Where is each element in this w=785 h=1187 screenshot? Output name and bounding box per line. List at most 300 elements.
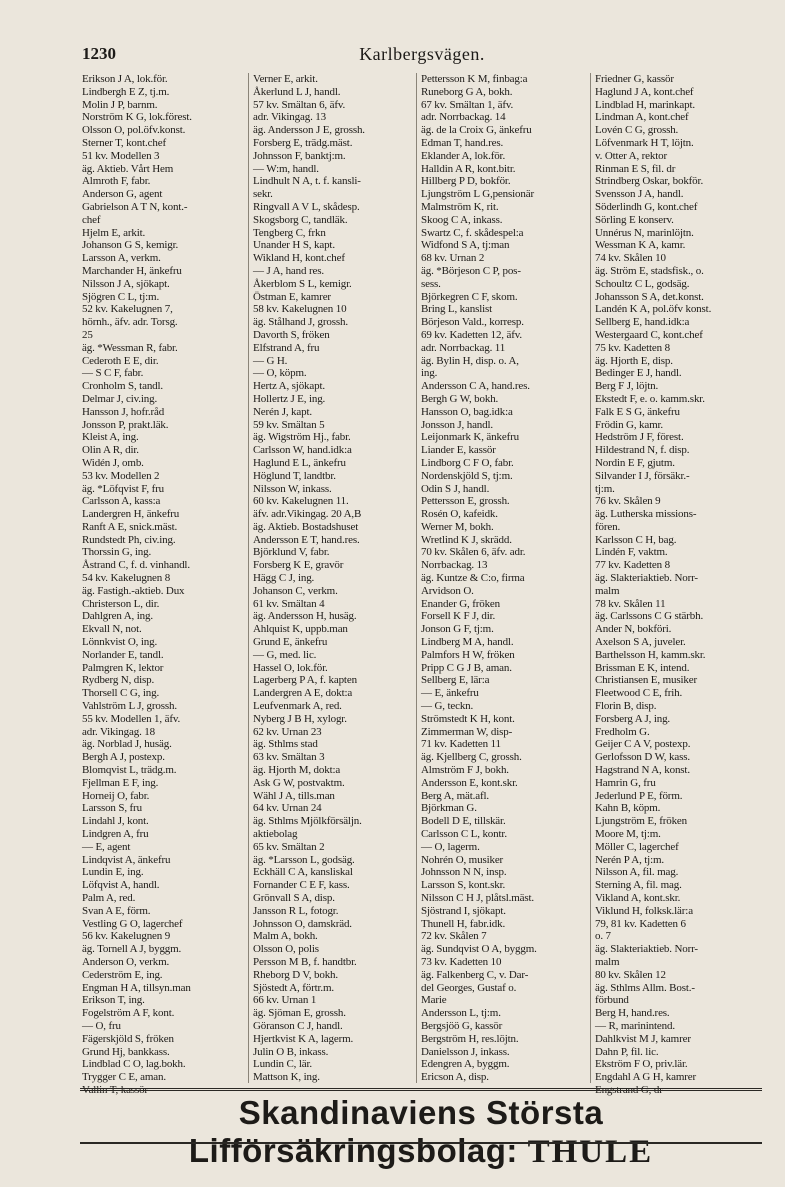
directory-entry: 53 kv. Modellen 2	[82, 469, 160, 482]
directory-entry: Hansson O, bag.idk:a	[421, 405, 513, 418]
directory-entry: Bergsjöö G, kassör	[421, 1019, 503, 1032]
directory-entry: äg. Wigström Hj., fabr.	[253, 431, 351, 444]
directory-entry: Olin A R, dir.	[82, 444, 139, 457]
directory-entry: Wikland H, kont.chef	[253, 252, 345, 265]
directory-entry: Nilsson A, fil. mag.	[595, 866, 679, 879]
directory-entry: Berg H, hand.res.	[595, 1007, 670, 1020]
footer-advert-brand: THULE	[527, 1134, 654, 1170]
directory-entry: Runeborg G A, bokh.	[421, 85, 513, 98]
directory-entry: Carlsson W, hand.idk:a	[253, 444, 352, 457]
directory-entry: Kleist A, ing.	[82, 431, 139, 444]
directory-entry: Löfvenmark H T, löjtn.	[595, 136, 694, 149]
directory-entry: Hassel O, lok.för.	[253, 661, 328, 674]
directory-columns	[80, 73, 762, 1096]
directory-entry: Lindberg M A, handl.	[421, 636, 514, 649]
directory-entry: Pripp C G J B, aman.	[421, 661, 512, 674]
footer-advert-text: Skandinaviens Största Lifförsäkringsbolag:	[188, 1094, 604, 1169]
directory-entry: Larsson A, verkm.	[82, 252, 161, 265]
directory-entry: Jonsson P, prakt.läk.	[82, 418, 169, 431]
directory-entry: Lindborg C F O, fabr.	[421, 456, 514, 469]
directory-entry: Ljungström L G,pensionär	[421, 188, 535, 201]
directory-entry: Anderson O, verkm.	[82, 955, 170, 968]
directory-entry: Olsson O, polis	[253, 943, 319, 956]
footer-advert	[80, 1094, 762, 1171]
directory-entry: Johanson G S, kemigr.	[82, 239, 179, 252]
directory-entry: Vahlström L J, grossh.	[82, 700, 177, 713]
directory-entry: Börjeson Vald., korresp.	[421, 316, 524, 329]
directory-entry: — G, teckn.	[421, 700, 474, 713]
directory-entry: Jederlund P E, förm.	[595, 789, 683, 802]
directory-entry: Ander N, bokföri.	[595, 623, 672, 636]
directory-entry: äg. Sthlms Allm. Bost.-	[595, 981, 695, 994]
directory-entry: 59 kv. Smältan 5	[253, 418, 325, 431]
directory-entry: Molin J P, barnm.	[82, 98, 158, 111]
directory-entry: Nerén J, kapt.	[253, 405, 312, 418]
directory-entry: hörnh., äfv. adr. Torsg.	[82, 316, 178, 329]
directory-entry: Eklander A, lok.för.	[421, 149, 506, 162]
directory-entry: del Georges, Gustaf o.	[421, 981, 517, 994]
directory-entry: Lagerberg P A, f. kapten	[253, 674, 357, 687]
directory-entry: Björklund V, fabr.	[253, 546, 330, 559]
directory-entry: Wähl J A, tills.man	[253, 789, 335, 802]
directory-entry: — E, änkefru	[421, 687, 479, 700]
directory-entry: Gabrielson A T N, kont.-	[82, 200, 188, 213]
directory-column-3	[416, 73, 590, 1083]
directory-entry: Rheborg D V, bokh.	[253, 968, 339, 981]
directory-entry: äg. Andersson J E, grossh.	[253, 124, 365, 137]
directory-entry: äg. Kjellberg C, grossh.	[421, 751, 522, 764]
directory-entry: Ringvall A V L, skådesp.	[253, 200, 360, 213]
directory-entry: Leufvenmark A, red.	[253, 700, 342, 713]
directory-entry: fören.	[595, 520, 621, 533]
directory-entry: Lindblad H, marinkapt.	[595, 98, 695, 111]
directory-entry: Schoultz C L, godsäg.	[595, 277, 690, 290]
directory-entry: Haglund J A, kont.chef	[595, 85, 694, 98]
directory-entry: Nerén P A, tj:m.	[595, 853, 664, 866]
directory-entry: Leijonmark K, änkefru	[421, 431, 519, 444]
directory-entry: Dahlkvist M J, kamrer	[595, 1032, 691, 1045]
directory-entry: Brissman E K, intend.	[595, 661, 690, 674]
directory-entry: Åkerblom S L, kemigr.	[253, 277, 352, 290]
directory-entry: äg. Tornell A J, byggm.	[82, 943, 182, 956]
directory-entry: Söderlindh G, kont.chef	[595, 200, 698, 213]
directory-entry: äg. *Löfqvist F, fru	[82, 482, 164, 495]
directory-entry: Jonson G F, tj:m.	[421, 623, 494, 636]
directory-entry: Hjertkvist K A, lagerm.	[253, 1032, 354, 1045]
directory-entry: Lindahl J, kont.	[82, 815, 149, 828]
directory-entry: Sjögren C L, tj:m.	[82, 290, 160, 303]
directory-entry: 73 kv. Kadetten 10	[421, 955, 502, 968]
directory-entry: äg. Bylin H, disp. o. A,	[421, 354, 519, 367]
directory-entry: 60 kv. Kakelugnen 11.	[253, 495, 349, 508]
directory-entry: — E, agent	[82, 840, 131, 853]
directory-entry: Norström K G, lok.förest.	[82, 111, 192, 124]
directory-entry: Forsell K F J, dir.	[421, 610, 496, 623]
directory-entry: Carlsson A, kass:a	[82, 495, 161, 508]
directory-entry: Norrbackag. 13	[421, 559, 488, 572]
directory-column-1	[80, 73, 248, 1096]
directory-entry: Nilsson W, inkass.	[253, 482, 332, 495]
directory-entry: äg. Fastigh.-aktieb. Dux	[82, 584, 185, 597]
directory-entry: Olsson O, pol.öfv.konst.	[82, 124, 186, 137]
directory-entry: Hedström J F, förest.	[595, 431, 684, 444]
directory-entry: Sörling E konserv.	[595, 213, 674, 226]
directory-entry: Löfqvist A, handl.	[82, 879, 160, 892]
directory-entry: Liander E, kassör	[421, 444, 496, 457]
directory-entry: 78 kv. Skålen 11	[595, 597, 666, 610]
directory-entry: Rosén O, kafeidk.	[421, 508, 498, 521]
directory-entry: Hagstrand N A, konst.	[595, 764, 690, 777]
directory-entry: 79, 81 kv. Kadetten 6	[595, 917, 686, 930]
directory-entry: — O, köpm.	[253, 367, 307, 380]
directory-entry: Almström F J, bokh.	[421, 764, 509, 777]
directory-entry: Berg F J, löjtn.	[595, 380, 659, 393]
directory-entry: Grund E, änkefru	[253, 636, 328, 649]
directory-entry: äfv. adr.Vikingag. 20 A,B	[253, 508, 362, 521]
directory-entry: 71 kv. Kadetten 11	[421, 738, 501, 751]
directory-entry: Erikson J A, lok.för.	[82, 73, 168, 85]
directory-entry: Lindman A, kont.chef	[595, 111, 689, 124]
directory-entry: äg. Ström E, stadsfisk., o.	[595, 264, 704, 277]
directory-entry: Westergaard C, kont.chef	[595, 328, 703, 341]
footer-rule-top	[80, 1088, 762, 1091]
directory-entry: Sellberg E, hand.idk:a	[595, 316, 690, 329]
directory-entry: Lindgren A, fru	[82, 828, 149, 841]
directory-entry: Friedner G, kassör	[595, 73, 674, 85]
directory-entry: Frödin G, kamr.	[595, 418, 664, 431]
directory-entry: Rinman E S, fil. dr	[595, 162, 676, 175]
directory-entry: sess.	[421, 277, 441, 290]
directory-entry: Horneij O, fabr.	[82, 789, 150, 802]
directory-entry: Silvander I J, försäkr.-	[595, 469, 690, 482]
directory-entry: Svan A E, förm.	[82, 904, 151, 917]
footer-rule-bottom	[80, 1142, 762, 1144]
directory-entry: Nilsson C H J, plåtsl.mäst.	[421, 892, 534, 904]
directory-entry: Kahn B, köpm.	[595, 802, 661, 815]
directory-entry: 61 kv. Smältan 4	[253, 597, 325, 610]
directory-entry: Anderson G, agent	[82, 188, 163, 201]
directory-entry: Larsson S, fru	[82, 802, 142, 815]
directory-entry: Karlsson C H, bag.	[595, 533, 677, 546]
directory-entry: Verner E, arkit.	[253, 73, 318, 85]
directory-entry: sekr.	[253, 188, 273, 201]
directory-entry: Axelson S A, juveler.	[595, 636, 686, 649]
directory-entry: äg. Aktieb. Bostadshuset	[253, 520, 359, 533]
directory-entry: Palmgren K, lektor	[82, 661, 164, 674]
directory-entry: Bodell D E, tillskär.	[421, 815, 506, 828]
directory-entry: Sjöstrand I, sjökapt.	[421, 904, 506, 917]
directory-entry: 67 kv. Smältan 1, äfv.	[421, 98, 514, 111]
directory-entry: Johanson C, verkm.	[253, 584, 338, 597]
directory-entry: Hildestrand N, f. disp.	[595, 444, 690, 457]
directory-entry: äg. *Wessman R, fabr.	[82, 341, 178, 354]
directory-entry: 75 kv. Kadetten 8	[595, 341, 670, 354]
directory-entry: Möller C, lagerchef	[595, 840, 679, 853]
directory-entry: Haglund E L, änkefru	[253, 456, 346, 469]
directory-entry: Thorssin G, ing.	[82, 546, 152, 559]
directory-entry: Ericson A, disp.	[421, 1071, 489, 1084]
directory-entry: Lindblad C O, lag.bokh.	[82, 1058, 186, 1071]
directory-entry: Björkegren C F, skom.	[421, 290, 518, 303]
directory-entry: Odin S J, handl.	[421, 482, 490, 495]
directory-entry: Almroth F, fabr.	[82, 175, 151, 188]
directory-entry: Engstrand G, dr	[595, 1083, 663, 1096]
directory-entry: Hjelm E, arkit.	[82, 226, 146, 239]
directory-entry: äg. *Larsson L, godsäg.	[253, 853, 355, 866]
directory-entry: Pettersson K M, finbag:a	[421, 73, 528, 85]
directory-entry: Rundstedt Ph, civ.ing.	[82, 533, 176, 546]
directory-entry: Berg A, mät.afl.	[421, 789, 489, 802]
directory-entry: Zimmerman W, disp-	[421, 725, 513, 738]
directory-entry: 56 kv. Kakelugnen 9	[82, 930, 171, 943]
directory-entry: Andersson E, kont.skr.	[421, 776, 518, 789]
directory-entry: äg. Sthlms stad	[253, 738, 318, 751]
directory-entry: Bring L, kanslist	[421, 303, 493, 316]
directory-entry: Viklund H, folksk.lär:a	[595, 904, 693, 917]
directory-entry: äg. Lutherska missions-	[595, 508, 697, 521]
directory-entry: adr. Norrbackag. 14	[421, 111, 506, 124]
directory-entry: 63 kv. Smältan 3	[253, 751, 325, 764]
directory-entry: — G H.	[253, 354, 288, 367]
directory-entry: 25	[82, 328, 93, 341]
directory-entry: Forsberg E, trädg.mäst.	[253, 136, 353, 149]
directory-entry: 55 kv. Modellen 1, äfv.	[82, 712, 181, 725]
directory-entry: Cederoth E E, dir.	[82, 354, 159, 367]
directory-entry: Thunell H, fabr.idk.	[421, 917, 506, 930]
directory-column-4	[590, 73, 762, 1096]
directory-entry: 54 kv. Kakelugnen 8	[82, 572, 171, 585]
directory-entry: adr. Vikingag. 13	[253, 111, 326, 124]
directory-entry: Malm A, bokh.	[253, 930, 318, 943]
directory-entry: Eckhäll C A, kansliskal	[253, 866, 353, 879]
directory-entry: Strömstedt K H, kont.	[421, 712, 515, 725]
directory-entry: Vikland A, kont.skr.	[595, 892, 681, 904]
directory-entry: Werner M, bokh.	[421, 520, 494, 533]
directory-entry: äg. Sundqvist O A, byggm.	[421, 943, 537, 956]
directory-entry: adr. Norrbackag. 11	[421, 341, 506, 354]
directory-entry: Johnsson O, damskräd.	[253, 917, 352, 930]
directory-entry: Ahlquist K, uppb.man	[253, 623, 348, 636]
directory-entry: Nohrén O, musiker	[421, 853, 504, 866]
directory-entry: 52 kv. Kakelugnen 7,	[82, 303, 173, 316]
directory-entry: Wretlind K J, skrädd.	[421, 533, 512, 546]
directory-entry: Pettersson E, grossh.	[421, 495, 510, 508]
directory-entry: Vallin T, kassör	[82, 1083, 148, 1096]
directory-entry: Geijer C A V, postexp.	[595, 738, 691, 751]
directory-entry: Trygger C E, aman.	[82, 1071, 166, 1084]
directory-entry: äg. Hjorth M, dokt:a	[253, 764, 341, 777]
directory-entry: Fredholm G.	[595, 725, 650, 738]
directory-entry: Nyberg J B H, xylogr.	[253, 712, 347, 725]
directory-entry: äg. Hjorth E, disp.	[595, 354, 673, 367]
directory-entry: 68 kv. Urnan 2	[421, 252, 485, 265]
directory-entry: Erikson T, ing.	[82, 994, 145, 1007]
directory-entry: Arvidson O.	[421, 584, 474, 597]
directory-entry: Ekvall N, not.	[82, 623, 142, 636]
directory-entry: v. Otter A, rektor	[595, 149, 668, 162]
directory-entry: Landén K A, pol.öfv konst.	[595, 303, 712, 316]
directory-entry: ing.	[421, 367, 438, 380]
directory-entry: Lundin E, ing.	[82, 866, 144, 879]
directory-entry: Falk E S G, änkefru	[595, 405, 680, 418]
directory-entry: Widfond S A, tj:man	[421, 239, 510, 252]
directory-entry: Halldin A R, kont.bitr.	[421, 162, 516, 175]
directory-entry: Åkerlund L J, handl.	[253, 85, 341, 98]
directory-entry: äg. Stålhand J, grossh.	[253, 316, 348, 329]
directory-entry: Cederström E, ing.	[82, 968, 163, 981]
directory-entry: Göranson C J, handl.	[253, 1019, 343, 1032]
directory-entry: Engdahl A G H, kamrer	[595, 1071, 697, 1084]
directory-entry: Marie	[421, 994, 447, 1007]
directory-entry: Ask G W, postvaktm.	[253, 776, 345, 789]
directory-entry: Enander G, fröken	[421, 597, 500, 610]
directory-entry: Johnsson F, banktj:m.	[253, 149, 346, 162]
directory-entry: Bergh A J, postexp.	[82, 751, 165, 764]
directory-entry: 64 kv. Urnan 24	[253, 802, 322, 815]
directory-entry: 77 kv. Kadetten 8	[595, 559, 670, 572]
directory-entry: Gerlofsson D W, kass.	[595, 751, 690, 764]
directory-entry: Hamrin G, fru	[595, 776, 656, 789]
directory-entry: Edengren A, byggm.	[421, 1058, 510, 1071]
directory-entry: Ekström F O, priv.lär.	[595, 1058, 688, 1071]
directory-entry: Widén J, omb.	[82, 456, 144, 469]
directory-entry: Fägerskjöld S, fröken	[82, 1032, 174, 1045]
directory-entry: Persson M B, f. handtbr.	[253, 955, 357, 968]
directory-entry: Cronholm S, tandl.	[82, 380, 164, 393]
directory-entry: 69 kv. Kadetten 12, äfv.	[421, 328, 522, 341]
directory-entry: Hansson J, hofr.råd	[82, 405, 165, 418]
directory-entry: chef	[82, 213, 101, 226]
directory-entry: Rydberg N, disp.	[82, 674, 155, 687]
directory-entry: Fogelström A F, kont.	[82, 1007, 175, 1020]
directory-entry: Bedinger E J, handl.	[595, 367, 682, 380]
directory-entry: Andersson E T, hand.res.	[253, 533, 360, 546]
directory-entry: 58 kv. Kakelugnen 10	[253, 303, 347, 316]
directory-entry: Wessman K A, kamr.	[595, 239, 686, 252]
directory-entry: Norlander E, tandl.	[82, 648, 164, 661]
directory-entry: Forsberg K E, gravör	[253, 559, 344, 572]
directory-entry: Grönvall S A, disp.	[253, 892, 335, 904]
directory-entry: 80 kv. Skålen 12	[595, 968, 666, 981]
directory-entry: äg. Kuntze & C:o, firma	[421, 572, 525, 585]
directory-entry: Fleetwood C E, frih.	[595, 687, 683, 700]
directory-entry: Bergh G W, bokh.	[421, 392, 499, 405]
directory-entry: Sjöstedt A, förtr.m.	[253, 981, 335, 994]
directory-entry: Andersson C A, hand.res.	[421, 380, 530, 393]
directory-entry: malm	[595, 955, 620, 968]
directory-entry: Palmfors H W, fröken	[421, 648, 515, 661]
directory-entry: Dahlgren A, ing.	[82, 610, 153, 623]
directory-entry: Thorsell C G, ing.	[82, 687, 160, 700]
directory-entry: äg. Falkenberg C, v. Dar-	[421, 968, 529, 981]
directory-entry: Malmström K, rit.	[421, 200, 499, 213]
page-header	[82, 44, 762, 68]
directory-column-2	[248, 73, 416, 1083]
directory-entry: Nilsson J A, sjökapt.	[82, 277, 170, 290]
directory-entry: 65 kv. Smältan 2	[253, 840, 325, 853]
directory-entry: Dahn P, fil. lic.	[595, 1045, 659, 1058]
directory-entry: Björkman G.	[421, 802, 477, 815]
directory-entry: Barthelsson H, kamm.skr.	[595, 648, 706, 661]
directory-entry: Fornander C E F, kass.	[253, 879, 350, 892]
directory-entry: Delmar J, civ.ing.	[82, 392, 158, 405]
directory-entry: äg. Aktieb. Vårt Hem	[82, 162, 174, 175]
directory-entry: äg. Norblad J, husäg.	[82, 738, 172, 751]
directory-entry: 66 kv. Urnan 1	[253, 994, 317, 1007]
directory-entry: Edman T, hand.res.	[421, 136, 504, 149]
directory-entry: äg. Sthlms Mjölkförsäljn.	[253, 815, 362, 828]
directory-entry: Palm A, red.	[82, 892, 136, 904]
directory-entry: 62 kv. Urnan 23	[253, 725, 322, 738]
directory-entry: Christiansen E, musiker	[595, 674, 697, 687]
directory-entry: — J A, hand res.	[253, 264, 324, 277]
directory-entry: Sterning A, fil. mag.	[595, 879, 682, 892]
directory-entry: — G, med. lic.	[253, 648, 317, 661]
directory-entry: äg. Sjöman E, grossh.	[253, 1007, 346, 1020]
directory-entry: Lindqvist A, änkefru	[82, 853, 171, 866]
directory-entry: 74 kv. Skålen 10	[595, 252, 666, 265]
directory-entry: äg. Carlssons C G stärbh.	[595, 610, 704, 623]
directory-entry: Engman H A, tillsyn.man	[82, 981, 191, 994]
street-title: Karlbergsvägen.	[359, 44, 485, 64]
directory-entry: Andersson L, tj:m.	[421, 1007, 501, 1020]
directory-entry: Johansson S A, det.konst.	[595, 290, 704, 303]
directory-entry: Johnsson N N, insp.	[421, 866, 507, 879]
directory-entry: Nordin E F, gjutm.	[595, 456, 675, 469]
directory-entry: Åstrand C, f. d. vinhandl.	[82, 559, 190, 572]
directory-entry: Lundin C, lär.	[253, 1058, 313, 1071]
directory-entry: Höglund T, landtbr.	[253, 469, 336, 482]
directory-entry: Hillberg P D, bokför.	[421, 175, 511, 188]
directory-entry: Blomqvist L, trädg.m.	[82, 764, 177, 777]
directory-entry: Lindén F, vaktm.	[595, 546, 668, 559]
directory-entry: — O, lagerm.	[421, 840, 480, 853]
directory-entry: Landergren A E, dokt:a	[253, 687, 353, 700]
directory-entry: Mattson K, ing.	[253, 1071, 320, 1084]
directory-entry: Forsberg A J, ing.	[595, 712, 671, 725]
directory-entry: Unnérus N, marinlöjtn.	[595, 226, 694, 239]
directory-entry: 57 kv. Smältan 6, äfv.	[253, 98, 346, 111]
directory-entry: äg. Andersson H, husäg.	[253, 610, 357, 623]
directory-entry: Bergström H, res.löjtn.	[421, 1032, 519, 1045]
directory-entry: Jansson R L, fotogr.	[253, 904, 339, 917]
directory-entry: Svensson J A, handl.	[595, 188, 684, 201]
directory-entry: — S C F, fabr.	[82, 367, 144, 380]
directory-entry: Elfstrand A, fru	[253, 341, 320, 354]
directory-entry: Christerson L, dir.	[82, 597, 160, 610]
directory-entry: äg. de la Croix G, änkefru	[421, 124, 532, 137]
directory-entry: Danielsson J, inkass.	[421, 1045, 510, 1058]
directory-entry: Hägg C J, ing.	[253, 572, 315, 585]
directory-entry: Landergren H, änkefru	[82, 508, 180, 521]
directory-entry: — O, fru	[82, 1019, 121, 1032]
directory-entry: äg. Slakteriaktieb. Norr-	[595, 572, 698, 585]
directory-entry: Davorth S, fröken	[253, 328, 330, 341]
directory-entry: Sterner T, kont.chef	[82, 136, 166, 149]
directory-entry: Larsson S, kont.skr.	[421, 879, 506, 892]
directory-entry: Jonsson J, handl.	[421, 418, 494, 431]
directory-entry: Marchander H, änkefru	[82, 264, 182, 277]
directory-entry: Florin B, disp.	[595, 700, 657, 713]
directory-entry: — W:m, handl.	[253, 162, 319, 175]
directory-entry: Lönnkvist O, ing.	[82, 636, 158, 649]
directory-entry: 70 kv. Skålen 6, äfv. adr.	[421, 546, 526, 559]
directory-entry: Östman E, kamrer	[253, 290, 331, 303]
directory-entry: Skogsborg C, tandläk.	[253, 213, 348, 226]
directory-entry: Lindbergh E Z, tj.m.	[82, 85, 170, 98]
directory-entry: Lovén C G, grossh.	[595, 124, 679, 137]
directory-entry: malm	[595, 584, 620, 597]
